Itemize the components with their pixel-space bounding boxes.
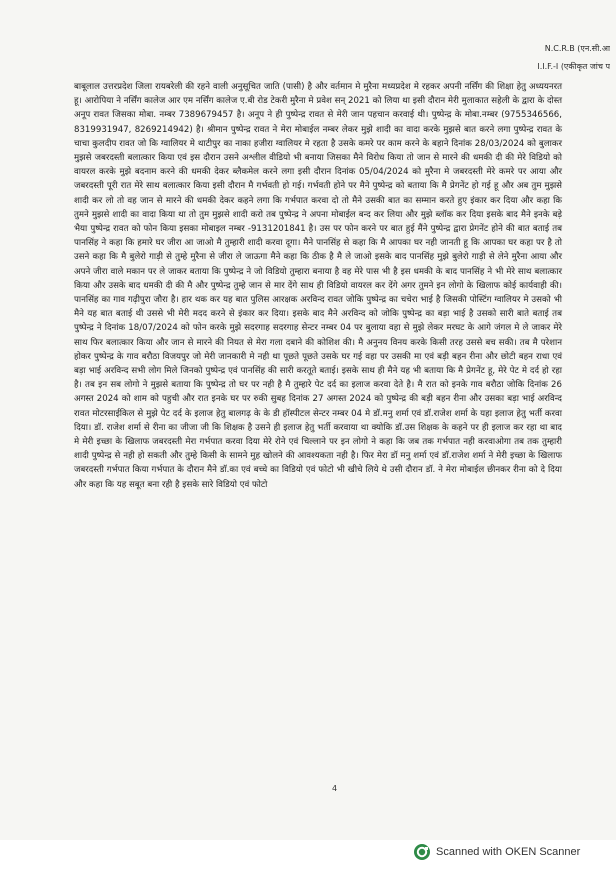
page-number: 4 <box>332 784 338 793</box>
scanner-label: Scanned with OKEN Scanner <box>436 846 581 858</box>
header-ncrb-line: N.C.R.B (एन.सी.आ <box>544 44 610 53</box>
oken-scanner-logo-icon <box>414 844 430 860</box>
scanner-watermark <box>414 842 580 862</box>
header-iif-line: I.I.F.-I (एकीकृत जांच प <box>537 62 610 71</box>
document-header <box>460 40 610 76</box>
complaint-body-text: बाबूलाल उत्तरप्रदेश जिला रायबरेली की रहने वाली अनुसूचित जाति (पासी) है और वर्तमान मे मुरैना मध्यप्रदेश मे रहकर अपनी नर्सिंग की शिक्षा हेतु अध्ययनरत हू। आरोपिया ने नर्सिंग कालेज आर एम नर्सिंग कालेज ए.बी रोड टेकरी मुरैना मे प्रवेश सन् 2021 को लिया था इसी दौरान मेरी मुलाकात सहेली के द्वारा के दोस्त अनूप रावत जिसका मोबा. नम्बर 7389679457 है। अनूप ने ही पुष्पेन्द्र रावत से मेरी जान पहचान करवाई थी। पुष्पेन्द्र के मोबा.नम्बर (9755346566, 8319931947, 8269214942) है। श्रीमान पुष्पेन्द्र रावत ने मेरा मोबाईल नम्बर लेकर मुझे शादी का वादा करके मुझसे बात करने लगा पुष्पेन्द्र रावत के चाचा कुलदीप रावत जो कि ग्वालियर मे थाटीपुर का नाका हजीरा ग्वालियर मे रहता है उसके कमरे पर काम करने के बहाने दिनांक 28/03/2024 को बुलाकर मुझसे जबरदस्ती बलात्कार किया एवं इस दौरान उसने अश्लील वीडियो भी बनाया जिसका मैने विरोध किया तो जान से मारने की धमकी दी की मेरे विडियो को वायरल करके मुझे बदनाम करने की धमकी देकर ब्लैकमेल करने लगा इसी दौरान दिनांक 05/04/2024 को मुरैना मे जबरदस्ती मेरे कमरे पर आया और जबरदस्ती पूरी रात मेरे साथ बलात्कार किया इसी दौरान मै गर्भवती हो गई। गर्भवती होने पर मैने पुष्पेन्द्र को बताया कि मै प्रेगनेंट हो गई हू और अब तुम मुझसे शादी कर लो तो वह जान से मारने की धमकी देकर कहने लगा कि गर्भपात करवा दो तो मैने उसकी बात का सम्मान करते हुए इंकार कर दिया और कहा कि तुमने मुझसे शादी का वादा किया था तो तुम मुझसे शादी करो तब पुष्पेन्द्र ने अपना मोबाईल बन्द कर लिया और मुझे ब्लॉक कर दिया इसके बाद मैने इनके बड़े भैया पुष्पेन्द्र रावत को फोन किया इसका मोबाइल नम्बर -9131201841 है। उस पर फोन करने पर बात हुई मैंने पुष्पेन्द्र द्वारा प्रेगनेंट होने की बात बताई तब पानसिंह ने कहा कि हमारे घर जीरा आ जाओ मै तुम्हारी शादी करवा दूगा। मैने पानसिंह से कहा कि मै आपका घर नही जानती हू कि आपका घर कहा पर है तो उसने कहा कि मै बुलेरो गाड़ी से तुम्हे मुरैना से जीरा ले जाऊगा मैने कहा कि ठीक है मै ले जाओ इसके बाद पानसिंह मुझे बुलेरो गाड़ी से लेने मुरैना आया और अपने जीरा वाले मकान पर ले जाकर बताया कि पुष्पेन्द्र ने जो विडियो तुम्हारा बनाया है वह मेरे पास भी है इस धमकी के बाद पानसिंह ने भी मेरे साथ बलात्कार किया और उसके बाद धमकी दी की मै और पुष्पेन्द्र तुम्हे जान से मार देंगे साथ ही विडियो वायरल कर देंगे अगर तुमने इन लोगो के खिलाफ कोई कार्यवाही की। पानसिंह का गाव गढ़ीपुरा जौरा है। हार थक कर यह बात पुलिस आरक्षक अरविन्द रावत जोकि पुष्पेन्द्र का चचेरा भाई है जिसकी पोस्टिंग ग्वालियर मे उसको भी मैने यह बात बताई थी उससे भी मेरी मदद करने से इंकार कर दिया। इसके बाद मैने अरविन्द को जोकि पुष्पेन्द्र का बड़ा भाई है उसको सारी बाते बताई तब पुष्पेन्द्र ने दिनांक 18/07/2024 को फोन करके मुझे सदरगाह सदरगाह सेन्टर नम्बर 04 पर बुलाया वहा से मुझे लेकर मरघट के आगे जंगल मे ले जाकर मेरे साथ फिर बलात्कार किया और जान से मारने की नियत से मेरा गला दबाने की कोशिश की। मै अनुनय विनय करके किसी तरह उससे बच सकी। तब मै परेशान होकर पुष्पेन्द्र के गाव बरौठा विजयपुर जो मेरी जानकारी मे नही था पूछते पूछते उसके घर गई वहा पर उसकी मा एवं बड़ी बहन रीना और छोटी बहन राधा एवं बड़ा भाई अरविन्द सभी लोग मिले जिनको पुष्पेन्द्र एवं पानसिंह की सारी करतूते बताई। इसके साथ ही मैने यह भी बताया कि मै प्रेगनेंट हू, मेरे पेट मे दर्द हो रहा है। तब इन सब लोगो ने मुझसे बताया कि पुष्पेन्द्र तो घर पर नही है मै तुम्हारे पेट दर्द का इलाज करवा देते है। मै रात को इनके गाव बरौठा जोकि दिनांक 26 अगस्त 2024 को शाम को पहुची और रात इनके घर पर रुकी सुबह दिनांक 27 अगस्त 2024 को पुष्पेन्द्र की बड़ी बहन रीना और उसका बड़ा भाई अरविन्द रावत मोटरसाईकिल से मुझे पेट दर्द के इलाज हेतु बालगढ़ के के डी हॉस्पीटल सेन्टर नम्बर 04 मे डॉ.मनु शर्मा एवं डॉ.राजेश शर्मा के यहा इलाज हेतु भर्ती करवा दिया। डॉ. राजेश शर्मा से रीना का जीजा जी कि शिक्षक है उसने ही इलाज हेतु भर्ती करवाया था क्योकि डॉ.उस शिक्षक के कहने पर ही इलाज कर रहा था बाद मे मेरी इच्छा के खिलाफ जबरदस्ती मेरा गर्भपात करवा दिया मेरे रोने एवं चिल्लाने पर इन लोगो ने कहा कि जब तक गर्भपात नही करवाओगा तब तक तुम्हारी शादी पुष्पेन्द्र से नही हो सकती और तुम्हे किसी के सामने मुह खोलने की आवश्यकता नही है। फिर मेरा डॉ मनु शर्मा एवं डॉ.राजेश शर्मा ने मेरी इच्छा के खिलाफ जबरदस्ती गर्भपात किया गर्भपात के दौरान मैने डॉ.का एवं बच्चे का विडियो एवं फोटो भी खीचे लिये थे उसी दौरान डॉ. ने मेरा मोबाईल छीनकर रीना को दे दिया और कहा कि यह सबूत बना रही है इसके सारे विडियो एवं फोटो <box>74 82 562 490</box>
